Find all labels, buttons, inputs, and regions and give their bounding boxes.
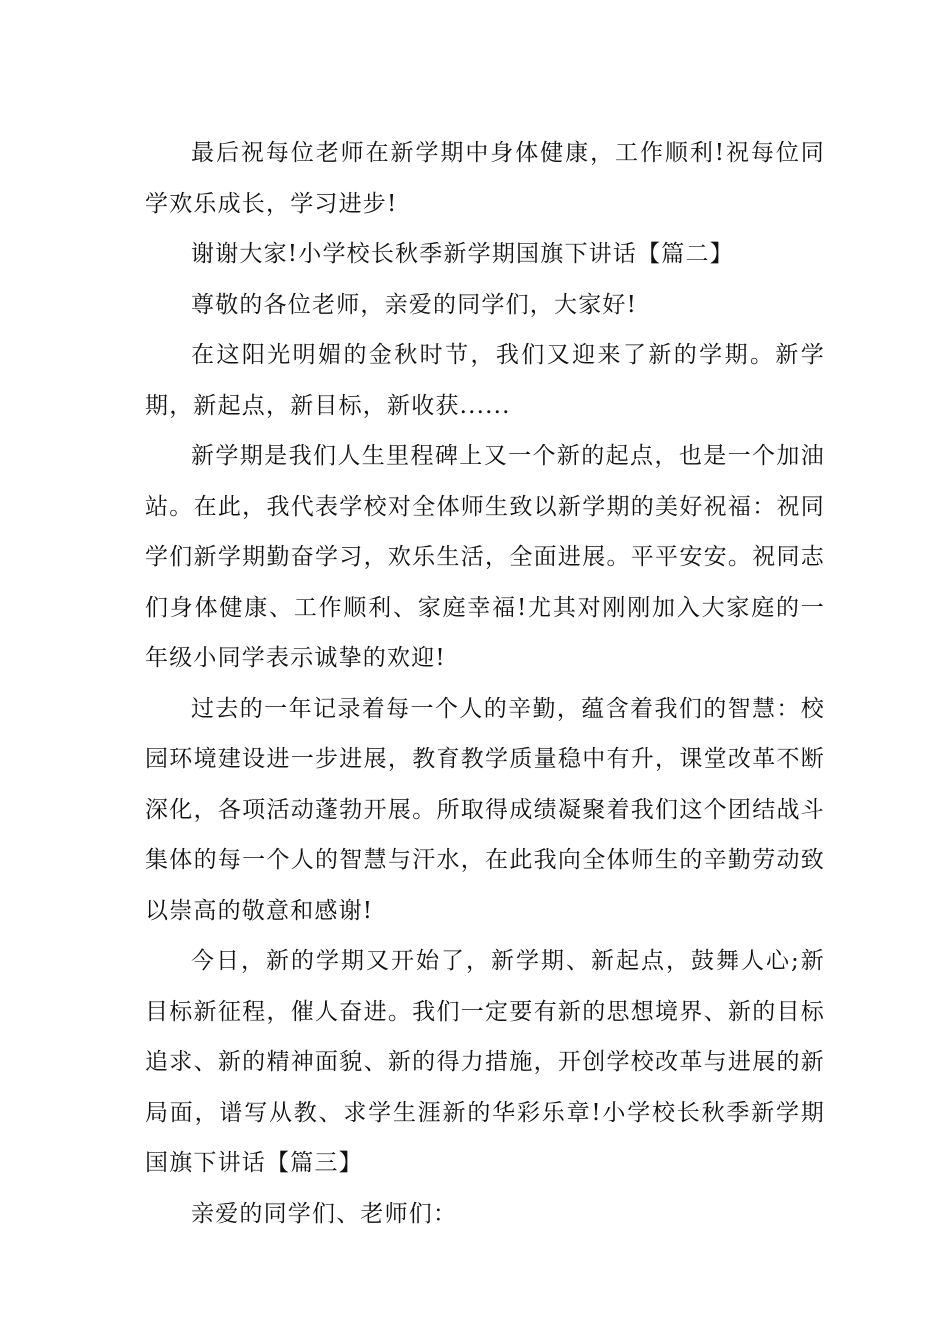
paragraph-salutation: 亲爱的同学们、老师们：: [191, 1200, 458, 1227]
paragraph-greeting: 尊敬的各位老师，亲爱的同学们，大家好!: [191, 291, 638, 318]
paragraph-past-year: 过去的一年记录着每一个人的辛勤，蕴含着我们的智慧：校园环境建设进一步进展，教育教学质量稳中有升，课堂改革不断深化，各项活动蓬勃开展。所取得成绩凝聚着我们这个团结战斗集体的每一个人的智慧与汗水，在此我向全体师生的辛勤劳动致以崇高的敬意和感谢!: [145, 695, 825, 924]
paragraph-today: 今日，新的学期又开始了，新学期、新起点，鼓舞人心;新目标新征程，催人奋进。我们一定要有新的思想境界、新的目标追求、新的精神面貌、新的得力措施，开创学校改革与进展的新局面，谱写从教、求学生涯新的华彩乐章!小学校长秋季新学期国旗下讲话【篇三】: [145, 948, 825, 1176]
document-body: [145, 128, 825, 1239]
paragraph-new-semester: 新学期是我们人生里程碑上又一个新的起点，也是一个加油站。在此，我代表学校对全体师生致以新学期的美好祝福：祝同学们新学期勤奋学习，欢乐生活，全面进展。平平安安。祝同志们身体健康、工作顺利、家庭幸福!尤其对刚刚加入大家庭的一年级小同学表示诚挚的欢迎!: [145, 443, 825, 671]
paragraph-thanks-heading: 谢谢大家!小学校长秋季新学期国旗下讲话【篇二】: [191, 241, 734, 267]
paragraph-closing-wishes: 最后祝每位老师在新学期中身体健康，工作顺利!祝每位同学欢乐成长，学习进步!: [145, 140, 825, 217]
paragraph-autumn-intro: 在这阳光明媚的金秋时节，我们又迎来了新的学期。新学期，新起点，新目标，新收获......: [145, 342, 825, 419]
